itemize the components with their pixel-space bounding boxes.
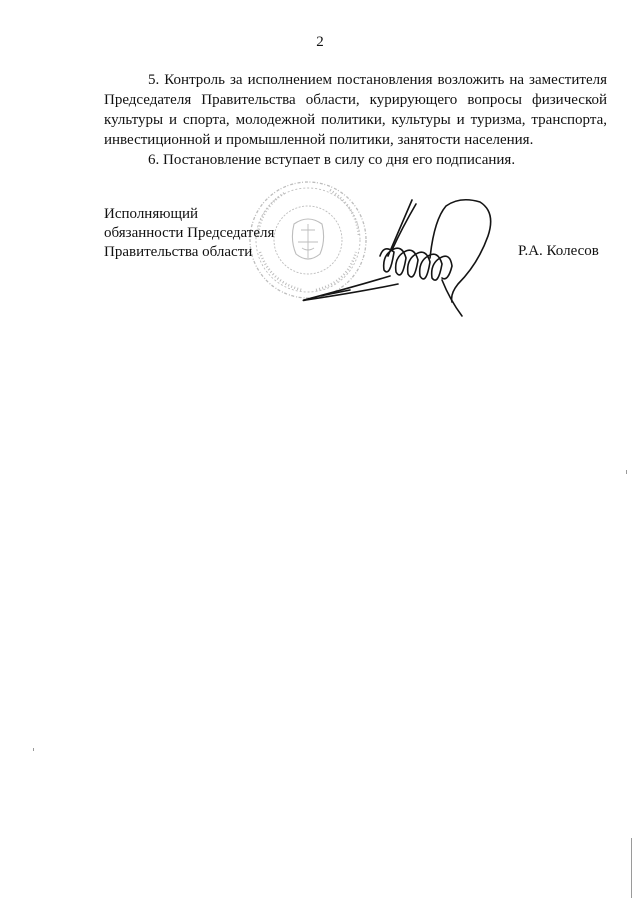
signer-name: Р.А. Колесов xyxy=(518,243,599,259)
paragraph-6: 6. Постановление вступает в силу со дня его подписания. xyxy=(148,152,516,168)
signatory-title xyxy=(104,205,274,262)
scan-artifact xyxy=(33,748,34,751)
scan-artifact xyxy=(626,470,627,474)
signatory-title-line-3: Правительства области xyxy=(104,244,253,260)
page-number: 2 xyxy=(316,34,324,50)
document-body xyxy=(104,70,607,170)
signatory-title-line-1: Исполняющий xyxy=(104,206,199,222)
paragraph-5: 5. Контроль за исполнением постановления возложить на заместителя Председателя Правительства области, курирующего вопросы физической культуры и спорта, молодежной политики, культуры и туризма, транспорта, инвестиционной и промышленной политики, занятости населения. xyxy=(104,72,607,148)
scan-artifact xyxy=(631,838,632,898)
signatory-title-line-2: обязанности Председателя xyxy=(104,225,275,241)
handwritten-signature xyxy=(290,180,510,320)
